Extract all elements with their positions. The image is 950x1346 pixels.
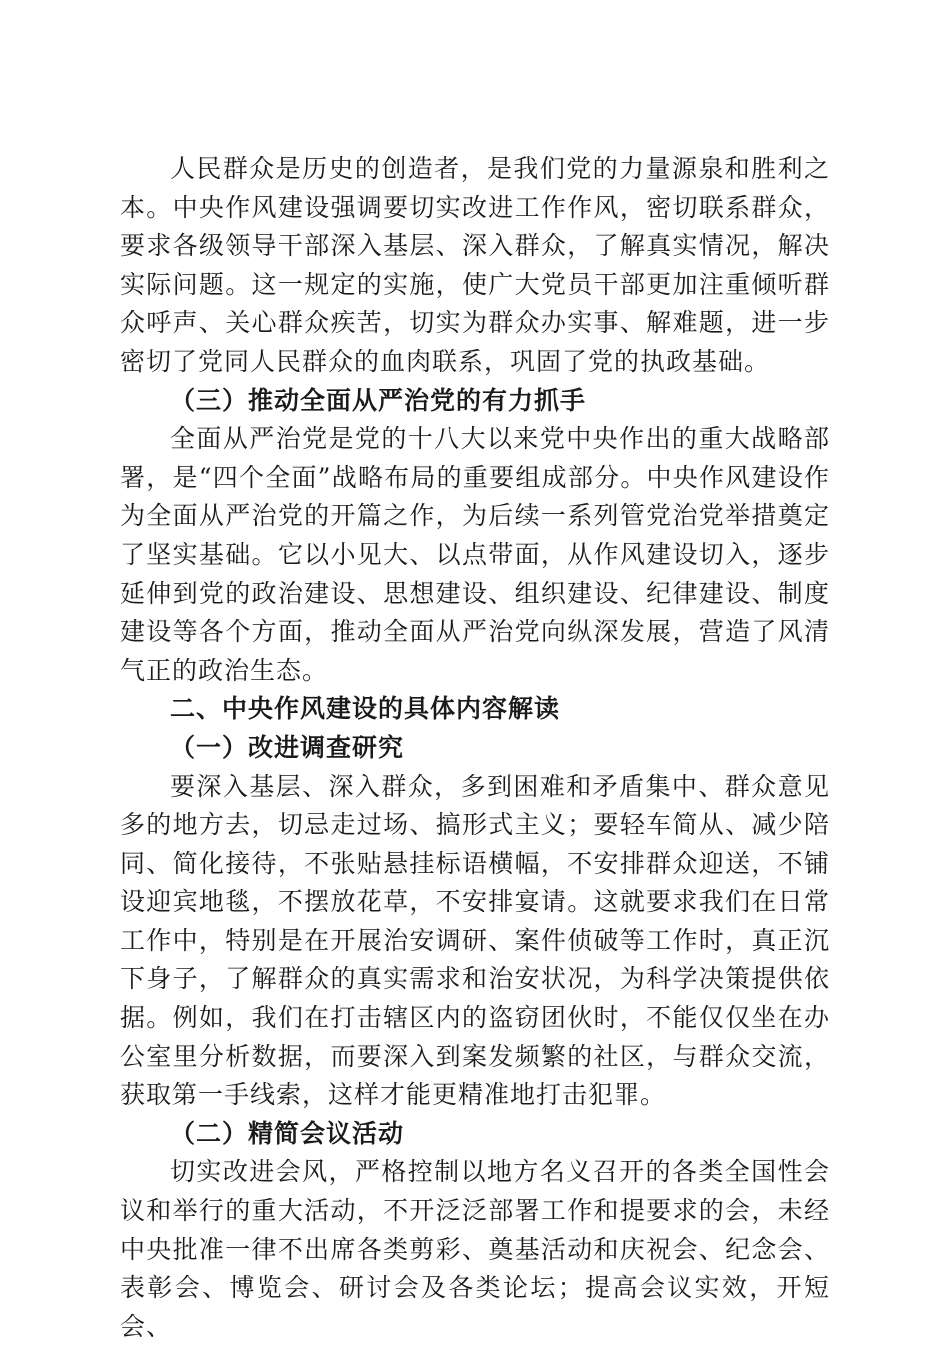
body-paragraph: 人民群众是历史的创造者，是我们党的力量源泉和胜利之本。中央作风建设强调要切实改进工作作风，密切联系群众，要求各级领导干部深入基层、深入群众，了解真实情况，解决实际问题。这一规定的实施，使广大党员干部更加注重倾听群众呼声、关心群众疾苦，切实为群众办实事、解难题，进一步密切了党同人民群众的血肉联系，巩固了党的执政基础。 — [120, 154, 830, 376]
document-body — [120, 150, 830, 1346]
body-paragraph: 切实改进会风，严格控制以地方名义召开的各类全国性会议和举行的重大活动，不开泛泛部署工作和提要求的会，未经中央批准一律不出席各类剪彩、奠基活动和庆祝会、纪念会、表彰会、博览会、研讨会及各类论坛；提高会议实效，开短会、 — [120, 1157, 830, 1341]
body-paragraph: 全面从严治党是党的十八大以来党中央作出的重大战略部署，是“四个全面”战略布局的重要组成部分。中央作风建设作为全面从严治党的开篇之作，为后续一系列管党治党举措奠定了坚实基础。它以小见大、以点带面，从作风建设切入，逐步延伸到党的政治建设、思想建设、组织建设、纪律建设、制度建设等各个方面，推动全面从严治党向纵深发展，营造了风清气正的政治生态。 — [120, 424, 830, 685]
section-subheading: （一）改进调查研究 — [170, 732, 405, 762]
section-subheading: （二）精简会议活动 — [170, 1118, 405, 1148]
section-subheading: （三）推动全面从严治党的有力抓手 — [170, 385, 587, 415]
section-heading: 二、中央作风建设的具体内容解读 — [170, 694, 561, 724]
body-paragraph: 要深入基层、深入群众，多到困难和矛盾集中、群众意见多的地方去，切忌走过场、搞形式主义；要轻车简从、减少陪同、简化接待，不张贴悬挂标语横幅，不安排群众迎送，不铺设迎宾地毯，不摆放花草，不安排宴请。这就要求我们在日常工作中，特别是在开展治安调研、案件侦破等工作时，真正沉下身子，了解群众的真实需求和治安状况，为科学决策提供依据。例如，我们在打击辖区内的盗窃团伙时，不能仅仅坐在办公室里分析数据，而要深入到案发频繁的社区，与群众交流，获取第一手线索，这样才能更精准地打击犯罪。 — [120, 771, 830, 1110]
